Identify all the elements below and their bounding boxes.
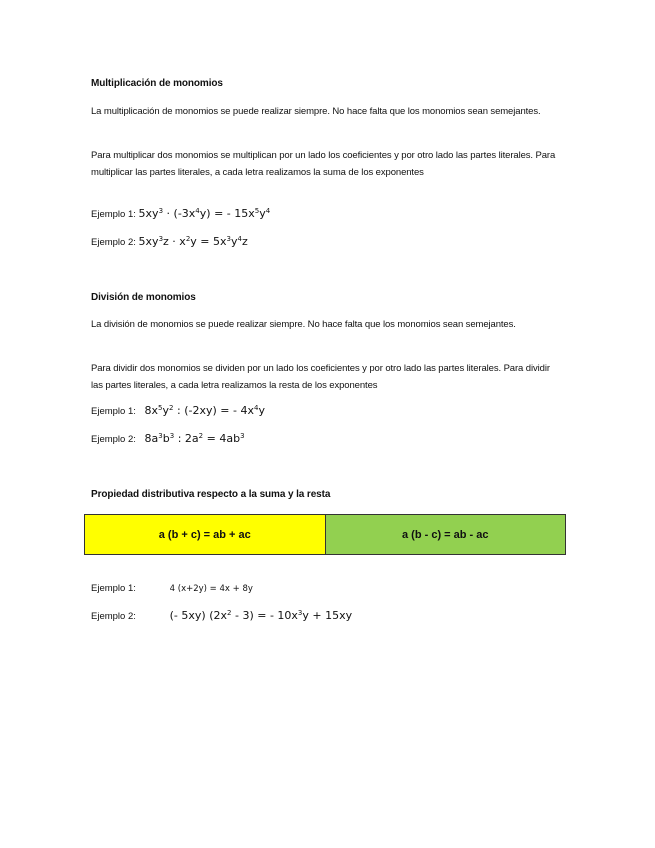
paragraph-multiplicacion-1: La multiplicación de monomios se puede realizar siempre. No hace falta que los monomios sean semejantes. bbox=[91, 106, 541, 117]
example-multiplicacion-2 bbox=[91, 235, 248, 248]
example-division-1 bbox=[91, 404, 265, 417]
heading-division: División de monomios bbox=[91, 292, 196, 303]
math-expression: $8a^3b^3$ : $2a^2 = 4ab^3$ bbox=[144, 432, 245, 445]
example-label: Ejemplo 1: bbox=[91, 583, 136, 594]
example-distributiva-1 bbox=[91, 583, 253, 594]
example-label: Ejemplo 2: bbox=[91, 237, 136, 248]
example-division-2 bbox=[91, 432, 245, 445]
math-expression: $5xy^3z \cdot x^2y = 5x^3y^4z$ bbox=[138, 235, 248, 248]
paragraph-division-1: La división de monomios se puede realizar siempre. No hace falta que los monomios sean semejantes. bbox=[91, 319, 516, 330]
distributive-table bbox=[84, 514, 566, 555]
math-expression: (- 5xy) $(2x^2 - 3)$ = - $10x^3y + 15xy$ bbox=[169, 609, 353, 622]
example-label: Ejemplo 2: bbox=[91, 611, 136, 622]
formula-resta-cell: a (b - c) = ab - ac bbox=[326, 515, 566, 554]
math-expression: $8x^5y^2$ : (-2xy) = - $4x^4y$ bbox=[144, 404, 265, 417]
example-distributiva-2 bbox=[91, 609, 352, 622]
example-label: Ejemplo 1: bbox=[91, 406, 136, 417]
paragraph-division-2: Para dividir dos monomios se dividen por un lado los coeficientes y por otro lado las partes literales. Para dividir las partes literales, a cada letra realizamos la resta de los exponentes bbox=[91, 363, 550, 391]
example-label: Ejemplo 1: bbox=[91, 209, 136, 220]
math-expression: 4 (x+2y) = 4x + 8y bbox=[169, 584, 253, 594]
example-multiplicacion-1 bbox=[91, 207, 270, 220]
math-expression: $5xy^3 \cdot (-3x^4y)$ = - $15x^5y^4$ bbox=[138, 207, 271, 220]
heading-distributiva: Propiedad distributiva respecto a la suma y la resta bbox=[91, 489, 331, 500]
formula-suma-cell: a (b + c) = ab + ac bbox=[85, 515, 326, 554]
paragraph-multiplicacion-2: Para multiplicar dos monomios se multiplican por un lado los coeficientes y por otro lado las partes literales. Para multiplicar las partes literales, a cada letra realizamos la suma de los exponentes bbox=[91, 150, 556, 178]
example-label: Ejemplo 2: bbox=[91, 434, 136, 445]
heading-multiplicacion: Multiplicación de monomios bbox=[91, 78, 223, 89]
